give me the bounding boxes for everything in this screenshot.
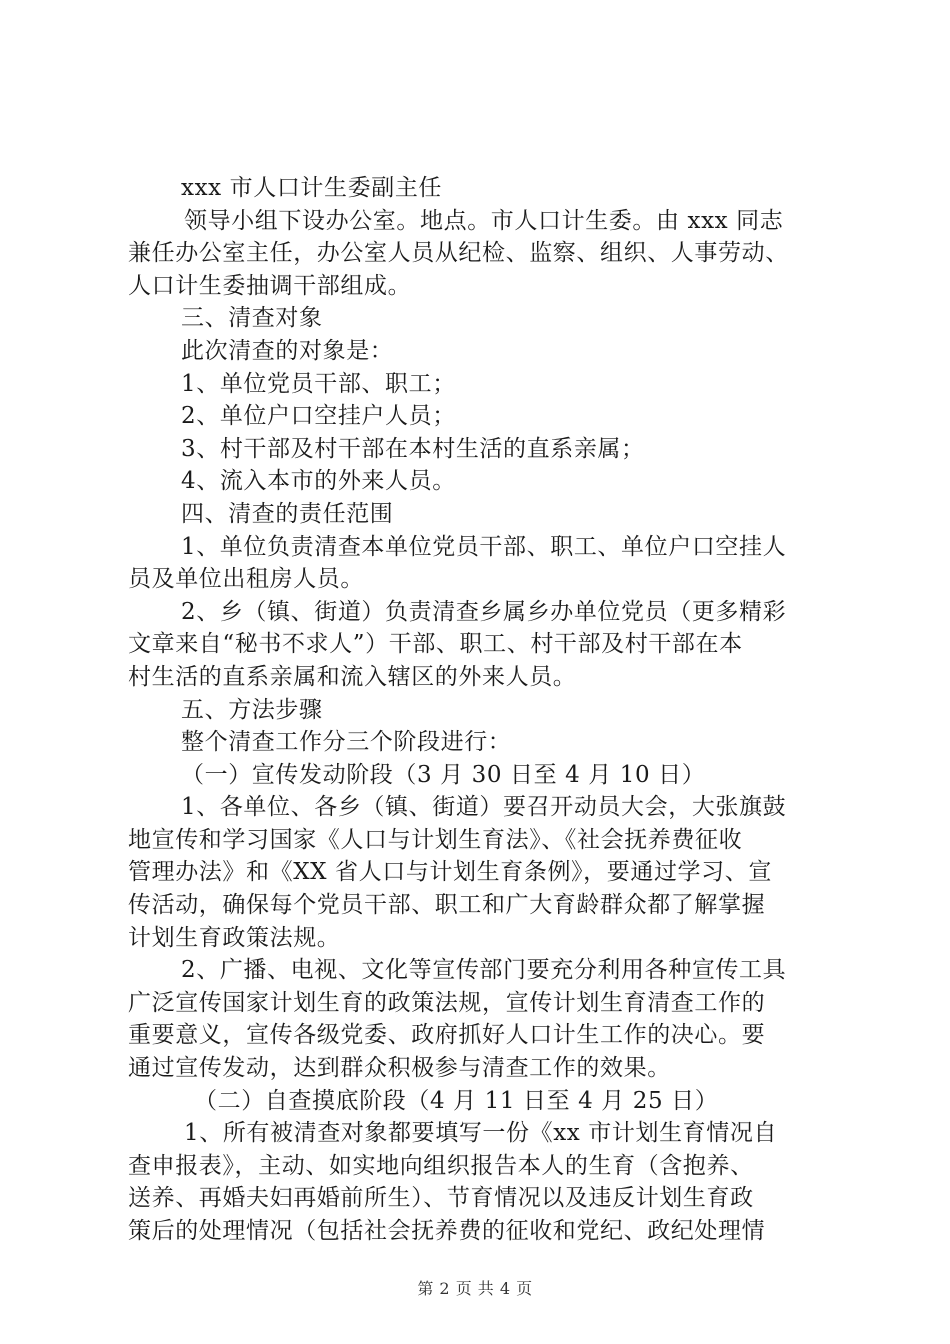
text-line: 通过宣传发动，达到群众积极参与清查工作的效果。 (128, 1055, 671, 1082)
subsection-heading: （一）宣传发动阶段（3 月 30 日至 4 月 10 日） (181, 761, 706, 788)
text-line: 传活动，确保每个党员干部、职工和广大育龄群众都了解掌握 (128, 892, 766, 919)
text-line: 2、乡（镇、街道）负责清查乡属乡办单位党员（更多精彩 (181, 598, 787, 625)
text-line: 1、各单位、各乡（镇、街道）要召开动员大会，大张旗鼓 (181, 794, 787, 821)
text-line: 送养、再婚夫妇再婚前所生）、节育情况以及违反计划生育政 (128, 1185, 754, 1212)
page-number-footer: 第 2 页 共 4 页 (417, 1279, 533, 1298)
text-line: 计划生育政策法规。 (128, 924, 341, 951)
text-line: 领导小组下设办公室。地点。市人口计生委。由 xxx 同志 (184, 207, 784, 234)
section-heading: 三、清查对象 (181, 305, 323, 332)
section-heading: 四、清查的责任范围 (181, 500, 394, 527)
text-line: 员及单位出租房人员。 (128, 566, 364, 593)
subsection-heading: （二）自查摸底阶段（4 月 11 日至 4 月 25 日） (194, 1087, 719, 1114)
text-line: 策后的处理情况（包括社会抚养费的征收和党纪、政纪处理情 (128, 1218, 766, 1244)
text-line: 1、单位负责清查本单位党员干部、职工、单位户口空挂人 (181, 533, 787, 560)
text-line: 2、广播、电视、文化等宣传部门要充分利用各种宣传工具 (181, 957, 787, 984)
text-line: xxx 市人口计生委副主任 (181, 175, 443, 201)
text-line: 村生活的直系亲属和流入辖区的外来人员。 (128, 663, 577, 690)
document-body (128, 172, 834, 1248)
text-line: 地宣传和学习国家《人口与计划生育法》、《社会抚养费征收 (128, 826, 743, 853)
text-line: 重要意义，宣传各级党委、政府抓好人口计生工作的决心。要 (128, 1022, 766, 1049)
text-line: 管理办法》和《XX 省人口与计划生育条例》，要通过学习、宣 (128, 859, 772, 886)
text-line: 人口计生委抽调干部组成。 (128, 272, 412, 299)
text-line: 此次清查的对象是： (181, 337, 394, 364)
text-line: 兼任办公室主任，办公室人员从纪检、监察、组织、人事劳动、 (128, 240, 789, 267)
text-line: 文章来自“秘书不求人”）干部、职工、村干部及村干部在本 (128, 631, 743, 658)
text-line: 1、所有被清查对象都要填写一份《xx 市计划生育情况自 (184, 1120, 778, 1147)
text-line: 整个清查工作分三个阶段进行： (181, 729, 512, 756)
list-item: 2、单位户口空挂户人员； (181, 403, 456, 430)
text-line: 查申报表》，主动、如实地向组织报告本人的生育（含抱养、 (128, 1152, 754, 1179)
list-item: 4、流入本市的外来人员。 (181, 468, 456, 495)
list-item: 1、单位党员干部、职工； (181, 370, 456, 397)
list-item: 3、村干部及村干部在本村生活的直系亲属； (181, 435, 645, 462)
section-heading: 五、方法步骤 (181, 696, 323, 723)
text-line: 广泛宣传国家计划生育的政策法规，宣传计划生育清查工作的 (128, 989, 766, 1016)
